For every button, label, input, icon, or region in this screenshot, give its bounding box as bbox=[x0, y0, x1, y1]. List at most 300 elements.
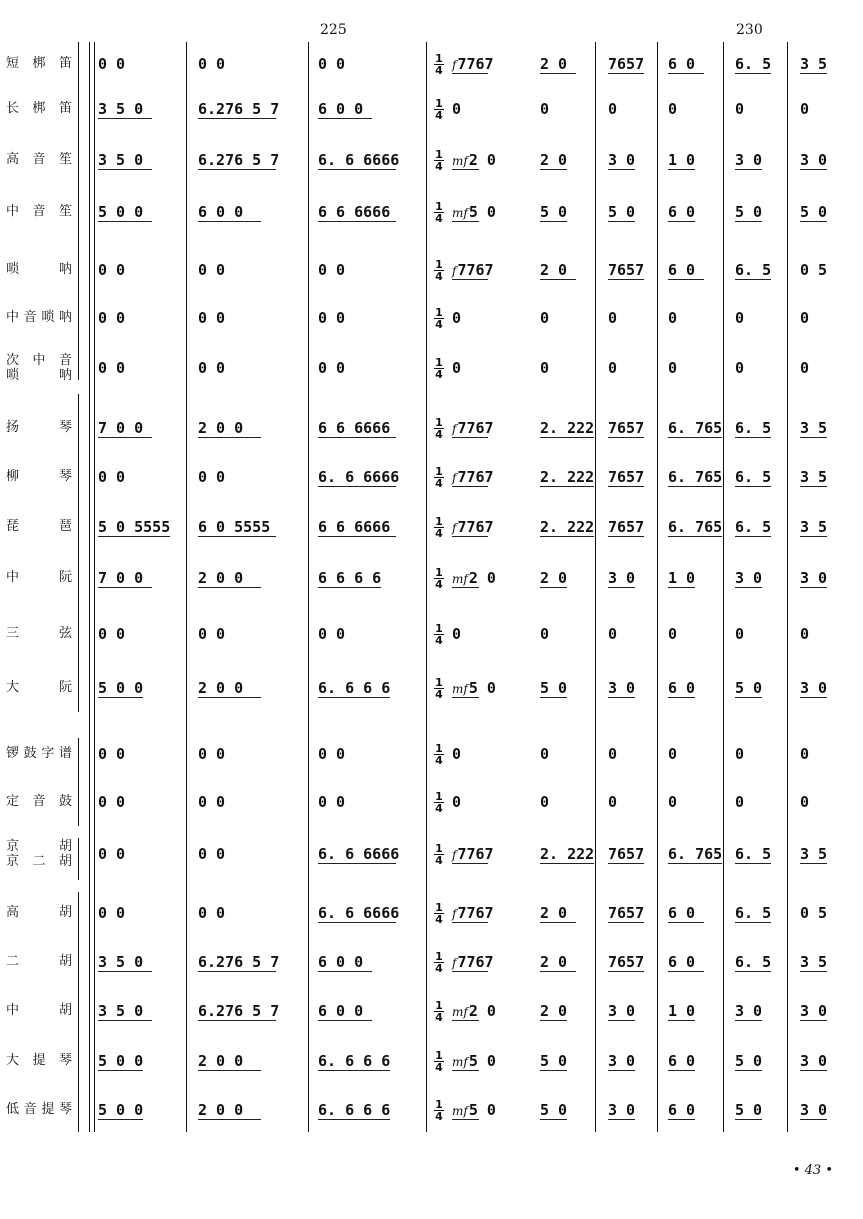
note-cell bbox=[800, 1003, 827, 1019]
note-cell bbox=[318, 519, 390, 535]
dynamic-marking: mf bbox=[452, 1104, 468, 1118]
time-signature-numerator: 1 bbox=[435, 676, 443, 689]
beam-line bbox=[608, 221, 635, 222]
beam-line bbox=[668, 922, 704, 923]
notes: 0 0 bbox=[98, 845, 126, 863]
note-cell bbox=[608, 846, 644, 862]
dynamic-marking: f bbox=[452, 907, 457, 921]
note-cell bbox=[98, 746, 125, 762]
beam-line bbox=[198, 1119, 261, 1120]
note-cell bbox=[318, 101, 363, 117]
notes: 0 bbox=[540, 100, 550, 118]
notes: 0 5 bbox=[800, 261, 828, 279]
notes: 5 0 bbox=[735, 203, 763, 221]
notes: 3 0 bbox=[608, 151, 636, 169]
notes: 0 bbox=[800, 359, 810, 377]
notes: 6. 5 bbox=[735, 953, 772, 971]
notes: 3 0 bbox=[735, 1002, 763, 1020]
notes: 5 0 0 bbox=[98, 203, 144, 221]
note-cell bbox=[668, 626, 677, 642]
beam-line bbox=[318, 697, 390, 698]
note-cell bbox=[540, 420, 594, 436]
beam-line bbox=[735, 73, 771, 74]
time-signature-numerator: 1 bbox=[435, 465, 443, 478]
note-cell bbox=[198, 101, 279, 117]
notes: 0 0 bbox=[98, 745, 126, 763]
time-signature-numerator: 1 bbox=[435, 52, 443, 65]
note-cell bbox=[735, 680, 762, 696]
notes: 0 bbox=[735, 359, 745, 377]
note-cell bbox=[198, 1102, 243, 1118]
note-cell bbox=[318, 680, 390, 696]
notes: 0 0 bbox=[98, 468, 126, 486]
barline bbox=[723, 42, 724, 1132]
time-signature-denominator: 4 bbox=[435, 64, 443, 77]
notes: 0 5 bbox=[800, 904, 828, 922]
notes: 0 bbox=[608, 625, 618, 643]
time-signature-numerator: 1 bbox=[435, 356, 443, 369]
beam-line bbox=[452, 922, 488, 923]
time-signature-denominator: 4 bbox=[435, 754, 443, 767]
note-cell bbox=[608, 360, 617, 376]
instrument-label: 中音唢呐 bbox=[6, 310, 72, 325]
note-cell bbox=[452, 1053, 496, 1070]
time-signature bbox=[434, 951, 444, 974]
note-cell bbox=[735, 360, 744, 376]
beam-line bbox=[452, 1119, 479, 1120]
note-cell bbox=[540, 905, 567, 921]
time-signature-numerator: 1 bbox=[435, 999, 443, 1012]
beam-line bbox=[608, 863, 644, 864]
note-cell bbox=[318, 905, 399, 921]
note-cell bbox=[800, 420, 827, 436]
note-cell bbox=[668, 152, 695, 168]
notes: 0 0 bbox=[98, 904, 126, 922]
beam-line bbox=[800, 221, 827, 222]
notes: 0 bbox=[452, 100, 462, 118]
instrument-label: 琵 琶 bbox=[6, 519, 72, 534]
beam-line bbox=[735, 437, 771, 438]
beam-line bbox=[98, 587, 152, 588]
note-cell bbox=[98, 262, 125, 278]
notes: 6. 6 6666 bbox=[318, 845, 400, 863]
beam-line bbox=[198, 118, 276, 119]
notes: 0 bbox=[668, 793, 678, 811]
notes: 7767 bbox=[457, 904, 494, 922]
note-cell bbox=[98, 1003, 143, 1019]
beam-line bbox=[540, 863, 594, 864]
beam-line bbox=[735, 587, 762, 588]
note-cell bbox=[668, 420, 722, 436]
beam-line bbox=[735, 536, 771, 537]
notes: 0 0 bbox=[198, 261, 226, 279]
beam-line bbox=[452, 1020, 479, 1021]
note-cell bbox=[608, 56, 644, 72]
beam-line bbox=[540, 1070, 567, 1071]
time-signature-denominator: 4 bbox=[435, 428, 443, 441]
beam-line bbox=[452, 971, 488, 972]
beam-line bbox=[98, 1020, 152, 1021]
time-signature-denominator: 4 bbox=[435, 1011, 443, 1024]
notes: 2 0 bbox=[468, 569, 496, 587]
note-cell bbox=[735, 1053, 762, 1069]
note-cell bbox=[735, 794, 744, 810]
notes: 5 0 0 bbox=[98, 1052, 144, 1070]
group-bracket bbox=[78, 738, 83, 826]
time-signature-numerator: 1 bbox=[435, 901, 443, 914]
notes: 5 0 bbox=[468, 203, 496, 221]
notes: 6 0 bbox=[668, 904, 696, 922]
note-cell bbox=[452, 101, 461, 117]
beam-line bbox=[735, 1070, 762, 1071]
notes: 5 0 bbox=[608, 203, 636, 221]
time-signature-denominator: 4 bbox=[435, 854, 443, 867]
beam-line bbox=[608, 279, 644, 280]
beam-line bbox=[735, 279, 771, 280]
notes: 2 0 bbox=[540, 261, 568, 279]
note-cell bbox=[800, 152, 827, 168]
note-cell bbox=[735, 420, 771, 436]
notes: 0 bbox=[800, 100, 810, 118]
note-cell bbox=[198, 626, 225, 642]
notes: 3 5 bbox=[800, 953, 828, 971]
notes: 0 bbox=[800, 745, 810, 763]
note-cell bbox=[800, 56, 827, 72]
note-cell bbox=[608, 905, 644, 921]
note-cell bbox=[318, 152, 399, 168]
time-signature-denominator: 4 bbox=[435, 109, 443, 122]
time-signature-numerator: 1 bbox=[435, 566, 443, 579]
note-cell bbox=[735, 204, 762, 220]
notes: 0 bbox=[668, 309, 678, 327]
notes: 7767 bbox=[457, 261, 494, 279]
notes: 5 0 bbox=[468, 1101, 496, 1119]
notes: 5 0 bbox=[800, 203, 828, 221]
time-signature bbox=[434, 791, 444, 814]
beam-line bbox=[668, 279, 704, 280]
note-cell bbox=[540, 1053, 567, 1069]
beam-line bbox=[800, 1020, 827, 1021]
instrument-label: 高 音 笙 bbox=[6, 152, 72, 167]
note-cell bbox=[452, 905, 494, 922]
notes: 2 0 bbox=[540, 1002, 568, 1020]
instrument-label: 大提琴 bbox=[6, 1053, 72, 1068]
time-signature bbox=[434, 567, 444, 590]
note-cell bbox=[452, 360, 461, 376]
beam-line bbox=[452, 1070, 479, 1071]
beam-line bbox=[668, 437, 722, 438]
measure-number-225: 225 bbox=[320, 22, 347, 38]
notes: 3 5 bbox=[800, 468, 828, 486]
note-cell bbox=[452, 626, 461, 642]
note-cell bbox=[608, 570, 635, 586]
note-cell bbox=[608, 794, 617, 810]
note-cell bbox=[452, 56, 494, 73]
beam-line bbox=[668, 73, 704, 74]
note-cell bbox=[608, 626, 617, 642]
note-cell bbox=[540, 746, 549, 762]
note-cell bbox=[98, 152, 143, 168]
beam-line bbox=[198, 536, 276, 537]
notes: 5 0 bbox=[735, 1101, 763, 1119]
beam-line bbox=[318, 863, 396, 864]
note-cell bbox=[668, 101, 677, 117]
beam-line bbox=[540, 73, 576, 74]
notes: 7657 bbox=[608, 55, 645, 73]
notes: 0 bbox=[608, 745, 618, 763]
note-cell bbox=[668, 519, 722, 535]
notes: 0 bbox=[540, 745, 550, 763]
notes: 0 bbox=[800, 309, 810, 327]
group-bracket bbox=[78, 394, 83, 712]
beam-line bbox=[668, 536, 722, 537]
barline bbox=[787, 42, 788, 1132]
notes: 3 5 0 bbox=[98, 953, 144, 971]
notes: 3 0 bbox=[800, 1002, 828, 1020]
beam-line bbox=[540, 697, 567, 698]
beam-line bbox=[318, 1020, 372, 1021]
note-cell bbox=[668, 469, 722, 485]
beam-line bbox=[452, 437, 488, 438]
instrument-label: 中 阮 bbox=[6, 570, 72, 585]
beam-line bbox=[735, 697, 762, 698]
notes: 0 0 bbox=[198, 845, 226, 863]
notes: 7657 bbox=[608, 419, 645, 437]
beam-line bbox=[608, 73, 644, 74]
notes: 2 0 0 bbox=[198, 679, 244, 697]
time-signature-numerator: 1 bbox=[435, 97, 443, 110]
notes: 6. 5 bbox=[735, 904, 772, 922]
beam-line bbox=[735, 922, 771, 923]
notes: 6. 765 bbox=[668, 845, 723, 863]
notes: 0 0 bbox=[318, 793, 346, 811]
time-signature-numerator: 1 bbox=[435, 622, 443, 635]
notes: 6.276 5 7 bbox=[198, 100, 280, 118]
beam-line bbox=[198, 587, 261, 588]
notes: 3 5 bbox=[800, 419, 828, 437]
beam-line bbox=[318, 1070, 390, 1071]
barline bbox=[595, 42, 596, 1132]
system-barline bbox=[89, 42, 95, 1132]
note-cell bbox=[735, 626, 744, 642]
notes: 3 0 bbox=[735, 151, 763, 169]
time-signature-numerator: 1 bbox=[435, 416, 443, 429]
notes: 1 0 bbox=[668, 569, 696, 587]
beam-line bbox=[318, 437, 396, 438]
notes: 0 0 bbox=[198, 904, 226, 922]
notes: 0 0 bbox=[98, 55, 126, 73]
beam-line bbox=[608, 1119, 635, 1120]
beam-line bbox=[668, 221, 695, 222]
beam-line bbox=[198, 1070, 261, 1071]
notes: 6. 765 bbox=[668, 518, 723, 536]
note-cell bbox=[668, 794, 677, 810]
notes: 0 bbox=[800, 793, 810, 811]
beam-line bbox=[735, 971, 771, 972]
note-cell bbox=[540, 519, 594, 535]
notes: 7657 bbox=[608, 953, 645, 971]
beam-line bbox=[800, 971, 827, 972]
note-cell bbox=[318, 570, 381, 586]
notes: 6 6 6 6 bbox=[318, 569, 382, 587]
time-signature-denominator: 4 bbox=[435, 913, 443, 926]
notes: 1 0 bbox=[668, 151, 696, 169]
note-cell bbox=[668, 360, 677, 376]
note-cell bbox=[800, 262, 827, 278]
beam-line bbox=[540, 486, 594, 487]
time-signature bbox=[434, 902, 444, 925]
notes: 0 bbox=[800, 625, 810, 643]
note-cell bbox=[98, 1053, 143, 1069]
notes: 6. 6 6666 bbox=[318, 151, 400, 169]
beam-line bbox=[318, 971, 372, 972]
beam-line bbox=[318, 486, 396, 487]
group-bracket bbox=[78, 42, 83, 380]
note-cell bbox=[98, 310, 125, 326]
notes: 7657 bbox=[608, 518, 645, 536]
notes: 2 0 bbox=[540, 151, 568, 169]
beam-line bbox=[668, 697, 695, 698]
note-cell bbox=[452, 1102, 496, 1119]
note-cell bbox=[800, 626, 809, 642]
note-cell bbox=[608, 519, 644, 535]
instrument-label: 长 梆 笛 bbox=[6, 101, 72, 116]
notes: 6. 6 6 6 bbox=[318, 1052, 391, 1070]
time-signature bbox=[434, 357, 444, 380]
notes: 2 0 bbox=[540, 904, 568, 922]
notes: 6. 6 6666 bbox=[318, 468, 400, 486]
note-cell bbox=[318, 204, 390, 220]
instrument-label: 柳 琴 bbox=[6, 469, 72, 484]
notes: 0 0 bbox=[198, 309, 226, 327]
notes: 6 0 bbox=[668, 953, 696, 971]
time-signature bbox=[434, 307, 444, 330]
note-cell bbox=[98, 56, 125, 72]
time-signature bbox=[434, 743, 444, 766]
notes: 5 0 bbox=[540, 1101, 568, 1119]
beam-line bbox=[452, 863, 488, 864]
beam-line bbox=[318, 221, 396, 222]
notes: 0 bbox=[540, 359, 550, 377]
beam-line bbox=[668, 971, 704, 972]
notes: 6. 5 bbox=[735, 518, 772, 536]
note-cell bbox=[668, 1102, 695, 1118]
beam-line bbox=[540, 1020, 567, 1021]
notes: 2 0 0 bbox=[198, 419, 244, 437]
note-cell bbox=[198, 360, 225, 376]
beam-line bbox=[452, 169, 479, 170]
notes: 5 0 bbox=[735, 1052, 763, 1070]
note-cell bbox=[452, 420, 494, 437]
note-cell bbox=[98, 360, 125, 376]
note-cell bbox=[540, 360, 549, 376]
note-cell bbox=[735, 570, 762, 586]
time-signature-numerator: 1 bbox=[435, 148, 443, 161]
dynamic-marking: mf bbox=[452, 154, 468, 168]
notes: 3 0 bbox=[800, 569, 828, 587]
beam-line bbox=[668, 1020, 695, 1021]
note-cell bbox=[198, 680, 243, 696]
dynamic-marking: mf bbox=[452, 1005, 468, 1019]
time-signature-denominator: 4 bbox=[435, 1110, 443, 1123]
notes: 6. 5 bbox=[735, 261, 772, 279]
note-cell bbox=[668, 1053, 695, 1069]
time-signature-numerator: 1 bbox=[435, 742, 443, 755]
time-signature bbox=[434, 677, 444, 700]
note-cell bbox=[452, 204, 496, 221]
notes: 0 bbox=[608, 100, 618, 118]
note-cell bbox=[800, 746, 809, 762]
notes: 0 0 bbox=[98, 309, 126, 327]
beam-line bbox=[318, 587, 381, 588]
notes: 6. 5 bbox=[735, 468, 772, 486]
note-cell bbox=[735, 954, 771, 970]
notes: 3 5 bbox=[800, 845, 828, 863]
notes: 5 0 0 bbox=[98, 679, 144, 697]
beam-line bbox=[800, 486, 827, 487]
notes: 3 0 bbox=[800, 151, 828, 169]
beam-line bbox=[800, 1070, 827, 1071]
note-cell bbox=[735, 469, 771, 485]
beam-line bbox=[98, 1070, 143, 1071]
measure-number-230: 230 bbox=[736, 22, 763, 38]
notes: 0 0 bbox=[98, 359, 126, 377]
note-cell bbox=[198, 204, 243, 220]
note-cell bbox=[735, 310, 744, 326]
note-cell bbox=[98, 846, 125, 862]
note-cell bbox=[318, 1003, 363, 1019]
notes: 6. 6 6 6 bbox=[318, 679, 391, 697]
time-signature bbox=[434, 1050, 444, 1073]
notes: 0 bbox=[735, 793, 745, 811]
note-cell bbox=[318, 1102, 390, 1118]
note-cell bbox=[800, 1053, 827, 1069]
beam-line bbox=[800, 587, 827, 588]
notes: 3 0 bbox=[608, 1002, 636, 1020]
beam-line bbox=[668, 1070, 695, 1071]
note-cell bbox=[608, 204, 635, 220]
beam-line bbox=[608, 697, 635, 698]
note-cell bbox=[318, 469, 399, 485]
dynamic-marking: f bbox=[452, 848, 457, 862]
notes: 7657 bbox=[608, 261, 645, 279]
beam-line bbox=[452, 279, 488, 280]
note-cell bbox=[800, 469, 827, 485]
beam-line bbox=[198, 1020, 276, 1021]
note-cell bbox=[668, 262, 695, 278]
note-cell bbox=[668, 56, 695, 72]
notes: 6. 6 6 6 bbox=[318, 1101, 391, 1119]
time-signature-denominator: 4 bbox=[435, 578, 443, 591]
time-signature bbox=[434, 98, 444, 121]
beam-line bbox=[452, 697, 479, 698]
note-cell bbox=[608, 152, 635, 168]
time-signature bbox=[434, 466, 444, 489]
note-cell bbox=[452, 846, 494, 863]
notes: 5 0 bbox=[540, 1052, 568, 1070]
notes: 3 5 0 bbox=[98, 100, 144, 118]
beam-line bbox=[318, 536, 396, 537]
note-cell bbox=[98, 954, 143, 970]
instrument-label: 中 胡 bbox=[6, 1003, 72, 1018]
note-cell bbox=[452, 570, 496, 587]
beam-line bbox=[800, 169, 827, 170]
beam-line bbox=[800, 437, 827, 438]
beam-line bbox=[540, 221, 567, 222]
note-cell bbox=[800, 1102, 827, 1118]
notes: 5 0 bbox=[540, 679, 568, 697]
beam-line bbox=[452, 587, 479, 588]
